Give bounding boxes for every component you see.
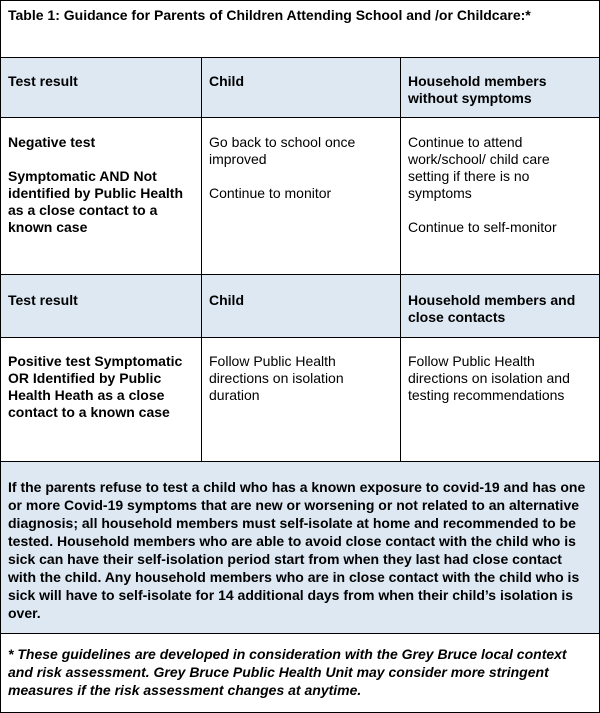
cell-line: Positive test Symptomatic OR Identified by Public Health Heath as a close contact to a known case (8, 353, 183, 420)
table-title: Table 1: Guidance for Parents of Children Attending School and /or Childcare:* (8, 7, 531, 23)
header-household (401, 58, 599, 117)
refusal-guidance-paragraph (1, 462, 599, 634)
paragraph-text: If the parents refuse to test a child who has a known exposure to covid-19 and has one or more Covid-19 symptoms that are new or worsening or not related to an alternative diagnosis; all household members must self-isolate at home and recommended to be tested. Household members who are able to avoid close contact with the child who is sick can have their self-isolation period start from when they last had close contact with the child. Any household members who are in close contact with the child who is sick will have to self-isolate for 14 additional days from when their child’s isolation is over. (8, 479, 586, 621)
cell-line: Continue to monitor (209, 185, 332, 201)
section1-body-row (1, 118, 599, 275)
child-guidance-cell (202, 118, 401, 274)
header-text: Household members without symptoms (408, 73, 547, 106)
header-text: Child (209, 73, 244, 89)
header-text: Child (209, 292, 244, 308)
section2-header-row (1, 275, 599, 338)
header-text: Test result (8, 73, 78, 89)
cell-line: Follow Public Health directions on isolation and testing recommendations (408, 353, 570, 403)
title-row (1, 1, 599, 58)
header-household-contacts (401, 275, 599, 337)
child-isolation-cell (202, 338, 401, 461)
footnote-row (1, 634, 599, 712)
cell-line: Continue to self-monitor (408, 219, 557, 235)
header-text: Test result (8, 292, 78, 308)
cell-line: Symptomatic AND Not identified by Public Health as a close contact to a known case (8, 168, 184, 235)
negative-test-cell (1, 118, 202, 274)
cell-line: Continue to attend work/school/ child care setting if there is no symptoms (408, 134, 550, 201)
household-guidance-cell (401, 118, 599, 274)
section1-header-row (1, 58, 599, 118)
cell-line: Follow Public Health directions on isolation duration (209, 353, 344, 403)
header-test-result (1, 275, 202, 337)
household-isolation-cell (401, 338, 599, 461)
section2-body-row (1, 338, 599, 462)
header-test-result (1, 58, 202, 117)
cell-line: Negative test (8, 134, 96, 150)
cell-line: Go back to school once improved (209, 134, 356, 167)
header-child (202, 58, 401, 117)
header-text: Household members and close contacts (408, 292, 576, 325)
header-child (202, 275, 401, 337)
footnote-text: * These guidelines are developed in consideration with the Grey Bruce local context and risk assessment. Grey Bruce Public Health Unit may consider more stringent measures if the risk assessment changes at anytime. (8, 646, 567, 698)
positive-test-cell (1, 338, 202, 461)
